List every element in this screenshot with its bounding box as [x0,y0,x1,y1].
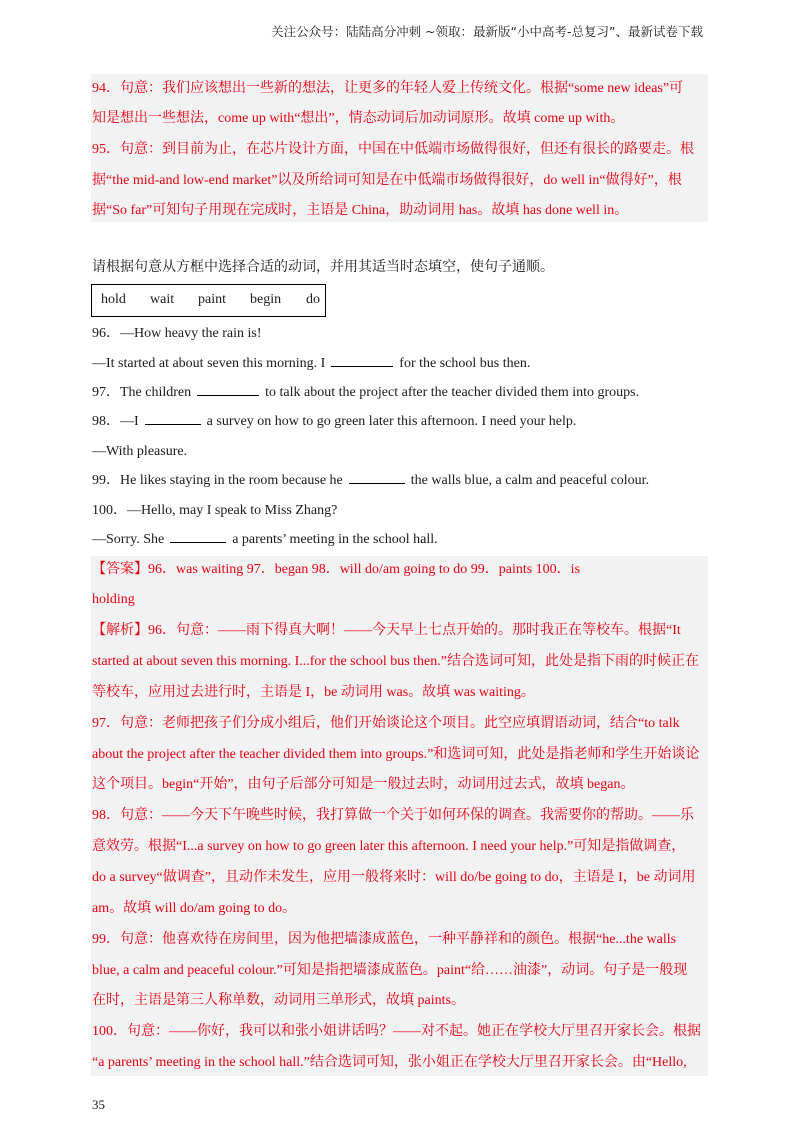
word-box-item: paint [198,292,226,307]
analysis-line: “a parents’ meeting in the school hall.”结合选词可知，张小姐正在学校大厅里召开家长会。由“Hello, [92,1055,687,1070]
explanation-line: 据“the mid-and low-end market”以及所给词可知是在中低端市场做得很好，do well in“做得好”，根 [92,173,682,188]
analysis-line: 等校车，应用过去进行时，主语是 I，be 动词用 was。故填 was waiting。 [92,685,535,700]
explanation-line: 95．句意：到目前为止，在芯片设计方面，中国在中低端市场做得很好，但还有很长的路要走。根 [92,142,694,157]
analysis-line: am。故填 will do/am going to do。 [92,901,297,916]
word-box-item: hold [101,292,126,307]
question-text: 98．—I [92,414,139,429]
analysis-line: 意效劳。根据“I...a survey on how to go green later this afternoon. I need your help.”可知是指做调查， [92,839,686,854]
question-text: 97．The children [92,385,192,400]
fill-blank[interactable] [145,412,201,425]
instruction-text: 请根据句意从方框中选择合适的动词，并用其适当时态填空，使句子通顺。 [92,260,554,275]
analysis-line: started at about seven this morning. I...for the school bus then.”结合选词可知，此处是指下雨的时候正在 [92,654,699,669]
question-96 [92,324,262,344]
question-text: 96．—How heavy the rain is! [92,326,262,341]
analysis-line: 【解析】96．句意：——雨下得真大啊！——今天早上七点开始的。那时我正在等校车。根据“It [92,623,681,638]
question-text: to talk about the project after the teacher divided them into groups. [265,385,640,400]
analysis-line: about the project after the teacher divided them into groups.”和选词可知，此处是指老师和学生开始谈论 [92,747,700,762]
answer-line: holding [92,592,135,607]
analysis-line: do a survey“做调查”，且动作未发生，应用一般将来时：will do/be going to do，主语是 I，be 动词用 [92,870,696,885]
word-box-item: do [306,292,320,307]
question-text: —With pleasure. [92,444,188,459]
explanation-line: 知是想出一些想法，come up with“想出”，情态动词后加动词原形。故填 come up with。 [92,111,625,126]
question-98 [92,412,576,432]
question-text: a survey on how to go green later this afternoon. I need your help. [206,414,577,429]
analysis-line: blue, a calm and peaceful colour.”可知是指把墙漆成蓝色。paint“给……油漆”，动词。句子是一般现 [92,963,688,978]
analysis-line: 在时，主语是第三人称单数，动词用三单形式，故填 paints。 [92,993,465,1008]
page-number: 35 [92,1097,105,1112]
word-box-item: begin [250,292,282,307]
word-box-item: wait [150,292,175,307]
question-text: a parents’ meeting in the school hall. [232,532,438,547]
question-text: —Sorry. She [92,532,165,547]
explanation-line: 94．句意：我们应该想出一些新的想法，让更多的年轻人爱上传统文化。根据“some new ideas”可 [92,81,684,96]
analysis-line: 98．句意：——今天下午晚些时候，我打算做一个关于如何环保的调查。我需要你的帮助。——乐 [92,808,694,823]
question-100-reply [92,530,438,550]
analysis-line: 99．句意：他喜欢待在房间里，因为他把墙漆成蓝色，一种平静祥和的颜色。根据“he...the walls [92,932,677,947]
question-100 [92,501,337,521]
answer-line: 【答案】96．was waiting 97．began 98．will do/am going to do 99．paints 100．is [92,562,581,577]
question-text: for the school bus then. [399,356,531,371]
page-header: 关注公众号：陆陆高分冲刺 ~领取：最新版“小中高考-总复习”、最新试卷下载 [271,24,703,39]
analysis-line: 97．句意：老师把孩子们分成小组后，他们开始谈论这个项目。此空应填谓语动词，结合“to talk [92,716,680,731]
question-text: 99．He likes staying in the room because he [92,473,343,488]
word-box [91,284,326,317]
fill-blank[interactable] [197,383,259,396]
question-text: —It started at about seven this morning. I [92,356,326,371]
analysis-line: 这个项目。begin“开始”，由句子后部分可知是一般过去时，动词用过去式，故填 began。 [92,777,635,792]
fill-blank[interactable] [331,354,393,367]
explanation-line: 据“So far”可知句子用现在完成时，主语是 China，助动词用 has。故填 has done well in。 [92,203,629,218]
fill-blank[interactable] [349,471,405,484]
question-96-reply [92,354,530,374]
fill-blank[interactable] [170,530,226,543]
question-text: the walls blue, a calm and peaceful colour. [410,473,650,488]
analysis-line: 100．句意：——你好，我可以和张小姐讲话吗？——对不起。她正在学校大厅里召开家长会。根据 [92,1024,701,1039]
question-97 [92,383,639,403]
question-98-reply [92,442,187,462]
question-99 [92,471,649,491]
question-text: 100．—Hello, may I speak to Miss Zhang? [92,503,338,518]
